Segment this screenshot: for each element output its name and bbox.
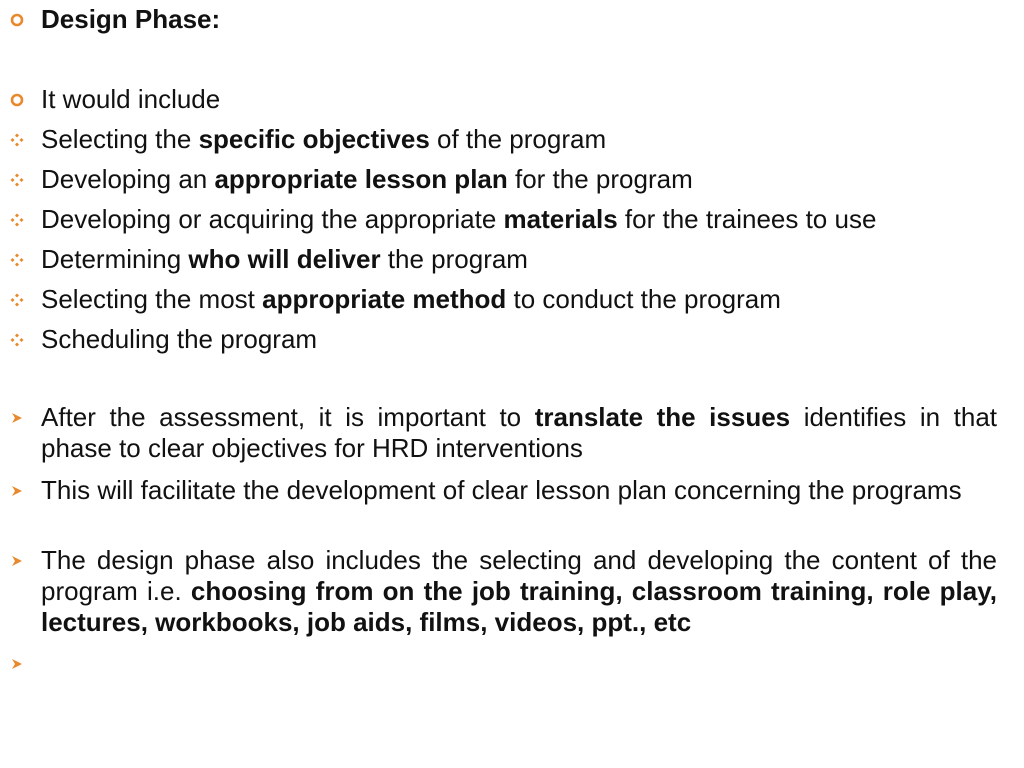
intro-text: It would include (41, 84, 221, 114)
diamond-cluster-bullet-icon (10, 133, 24, 147)
checklist-item: Scheduling the program (41, 324, 318, 354)
point-item: This will facilitate the development of clear lesson plan concerning the programs (41, 475, 962, 505)
arrowhead-bullet-icon (10, 484, 24, 498)
checklist-item: Developing or acquiring the appropriate materials for the trainees to use (41, 204, 877, 234)
ring-bullet-icon (10, 13, 24, 27)
arrowhead-bullet-icon (10, 554, 24, 568)
ring-bullet-icon (10, 93, 24, 107)
checklist-item: Selecting the specific objectives of the program (41, 124, 607, 154)
arrowhead-bullet-icon (10, 411, 24, 425)
arrowhead-bullet-icon (10, 657, 24, 671)
diamond-cluster-bullet-icon (10, 293, 24, 307)
checklist-item: Determining who will deliver the program (41, 244, 528, 274)
diamond-cluster-bullet-icon (10, 213, 24, 227)
diamond-cluster-bullet-icon (10, 253, 24, 267)
checklist-item: Selecting the most appropriate method to conduct the program (41, 284, 781, 314)
diamond-cluster-bullet-icon (10, 173, 24, 187)
title-text: Design Phase: (41, 4, 221, 34)
page-title (41, 4, 220, 35)
checklist-item: Developing an appropriate lesson plan for the program (41, 164, 693, 194)
diamond-cluster-bullet-icon (10, 333, 24, 347)
point-item: The design phase also includes the selecting and developing the content of the program i.e. choosing from on the job training, classroom training, role play, lectures, workbooks, job aids, films, videos, ppt., etc (41, 545, 997, 637)
point-item: After the assessment, it is important to translate the issues identifies in that phase to clear objectives for HRD interventions (41, 402, 998, 463)
